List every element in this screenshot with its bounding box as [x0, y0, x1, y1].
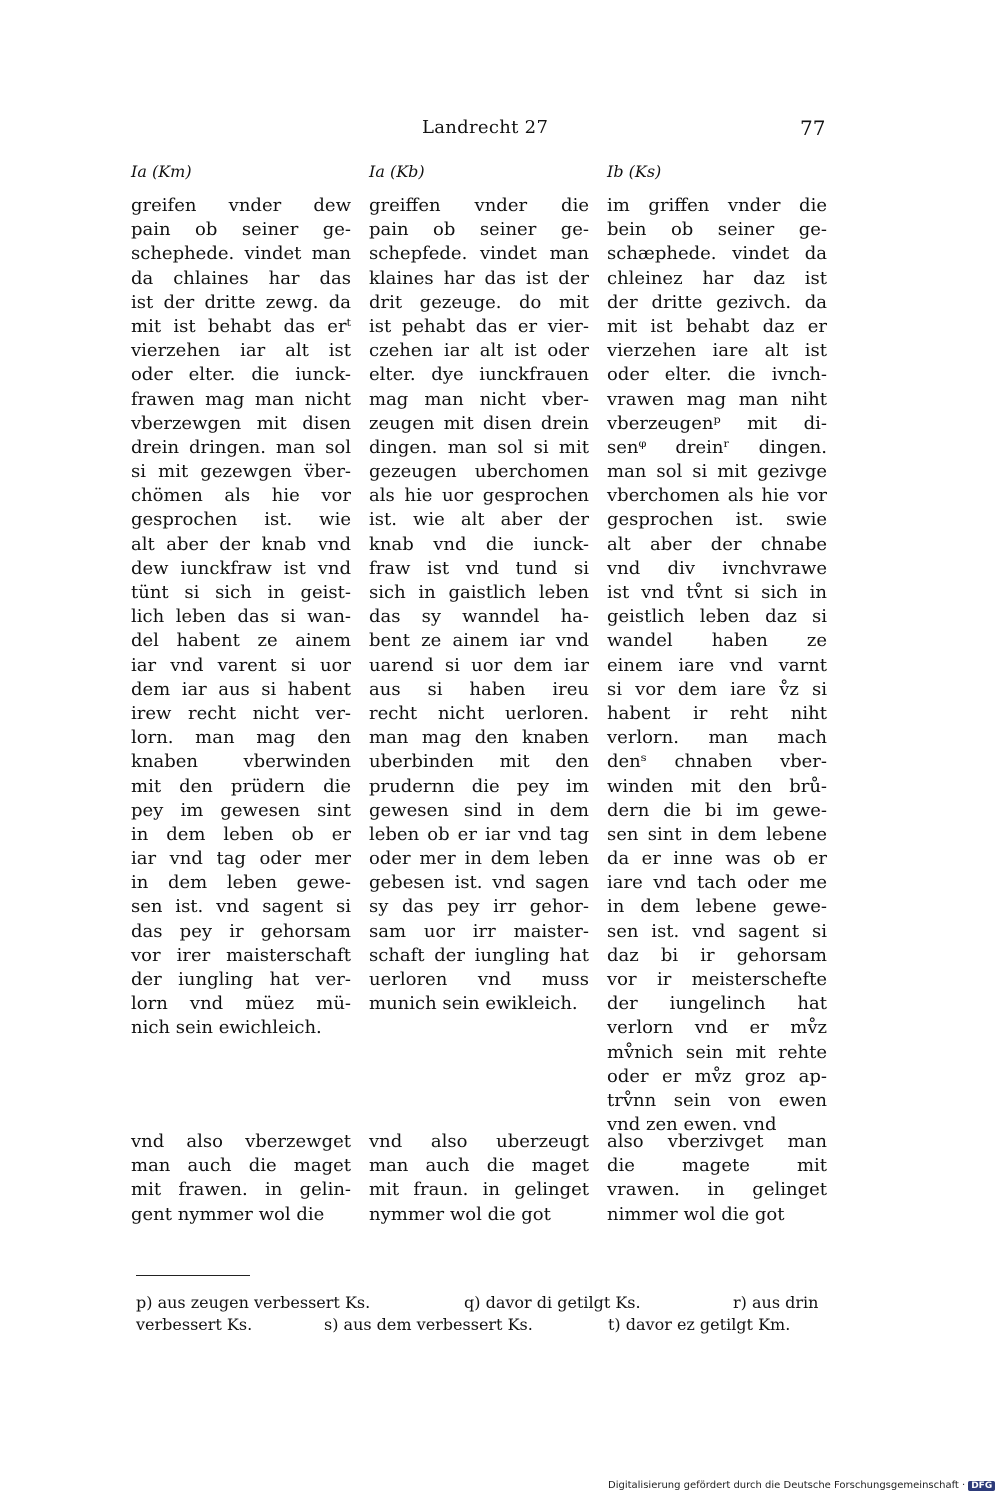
text-line: der iungling hat ver-	[131, 969, 351, 990]
text-line: ist. wie alt aber der	[369, 509, 589, 531]
text-line: verlorn. man mach	[607, 727, 827, 749]
text-line: uarend si uor dem iar	[369, 654, 589, 676]
column-kb-text	[369, 194, 589, 1016]
text-line: vnd zen ewen. vnd	[607, 1114, 777, 1136]
text-line: zeugen mit disen drein	[369, 412, 589, 434]
footnote-r-continued: verbessert Ks.	[136, 1315, 253, 1334]
text-line: man auch die maget	[131, 1155, 351, 1177]
text-line: klaines har das ist der	[369, 267, 589, 289]
text-line: in dem leben ob er	[131, 823, 351, 845]
text-line: pain ob seiner ge-	[131, 219, 351, 241]
text-line: nymmer wol die got	[369, 1203, 551, 1225]
text-line: si mit gezewgen v̈ber-	[131, 461, 351, 483]
footnote-q: q) davor di getilgt Ks.	[464, 1293, 641, 1312]
text-line: da chlaines har das	[131, 267, 351, 289]
text-line: mit fraun. in gelinget	[369, 1179, 589, 1201]
text-line: der iungelinch hat	[607, 993, 827, 1015]
text-line: schephede. vindet man	[131, 243, 351, 265]
text-line: mv̊nich sein mit rehte	[607, 1041, 827, 1063]
page-number: 77	[800, 116, 826, 140]
text-line: chleinez har daz ist	[607, 267, 827, 289]
text-line: oder mer in dem leben	[369, 848, 589, 870]
text-line: schæphede. vindet da	[607, 243, 827, 265]
text-line: mit ist behabt das erᵗ	[131, 315, 351, 337]
text-line: sen sint in dem lebene	[607, 823, 827, 845]
text-line: fraw ist vnd tund si	[369, 557, 589, 579]
text-line: vnd also vberzewget	[131, 1131, 351, 1152]
text-line: mit frawen. in gelin-	[131, 1179, 351, 1201]
text-line: del habent ze ainem	[131, 630, 351, 652]
text-line: denˢ chnaben vber-	[607, 751, 827, 773]
column-km-text-continued	[131, 1130, 351, 1227]
text-line: oder elter. die iunck-	[131, 364, 351, 386]
text-line: pain ob seiner ge-	[369, 219, 589, 241]
text-line: senᵠ dreinʳ dingen.	[607, 436, 827, 458]
text-line: die magete mit	[607, 1155, 827, 1177]
text-line: verlorn vnd er mv̊z	[607, 1017, 827, 1039]
text-line: das pey ir gehorsam	[131, 920, 351, 942]
text-line: lorn. man mag den	[131, 727, 351, 749]
text-line: oder er mv̊z groz ap-	[607, 1065, 827, 1087]
dfg-logo: DFG	[968, 1481, 995, 1491]
text-line: also vberzivget man	[607, 1131, 827, 1152]
text-line: nimmer wol die got	[607, 1203, 785, 1225]
text-line: knab vnd die iunck-	[369, 533, 589, 555]
text-line: frawen mag man nicht	[131, 388, 351, 410]
text-line: vrawen. in gelinget	[607, 1179, 827, 1201]
text-line: vnd div ivnchvrawe	[607, 557, 827, 579]
text-line: alt aber der chnabe	[607, 533, 827, 555]
running-title: Landrecht 27	[422, 117, 549, 138]
text-line: schepfede. vindet man	[369, 243, 589, 265]
text-line: sen ist. vnd sagent si	[607, 920, 827, 942]
text-line: greifen vnder dew	[131, 195, 351, 216]
text-line: czehen iar alt ist oder	[369, 340, 589, 362]
text-line: vberzeugenᵖ mit di-	[607, 412, 827, 434]
text-line: dingen. man sol si mit	[369, 436, 589, 458]
text-line: ist der dritte zewg. da	[131, 291, 351, 313]
text-line: mit ist behabt daz er	[607, 315, 827, 337]
text-line: leben ob er iar vnd tag	[369, 823, 589, 845]
text-line: ist pehabt das er vier-	[369, 315, 589, 337]
column-km-text	[131, 194, 351, 1041]
text-line: gezeugen uberchomen	[369, 461, 589, 483]
text-line: lich leben das si wan-	[131, 606, 351, 628]
text-line: uberbinden mit den	[369, 751, 589, 773]
column-label-km: Ia (Km)	[131, 162, 192, 181]
text-line: greiffen vnder die	[369, 195, 589, 216]
text-line: im griffen vnder die	[607, 195, 827, 216]
text-line: einem iare vnd varnt	[607, 654, 827, 676]
text-line: iar vnd tag oder mer	[131, 848, 351, 870]
text-line: recht nicht uerloren.	[369, 702, 589, 724]
footnote-s: s) aus dem verbessert Ks.	[324, 1315, 533, 1334]
text-line: knaben vberwinden	[131, 751, 351, 773]
text-line: iar vnd varent si uor	[131, 654, 351, 676]
text-line: wandel haben ze	[607, 630, 827, 652]
text-line: sich in gaistlich leben	[369, 582, 589, 603]
text-line: dern die bi im gewe-	[607, 799, 827, 821]
text-line: geistlich leben daz si	[607, 606, 827, 628]
text-line: sen ist. vnd sagent si	[131, 896, 351, 918]
text-line: nich sein ewichleich.	[131, 1017, 322, 1039]
text-line: vberzewgen mit disen	[131, 412, 351, 434]
text-line: der dritte gezivch. da	[607, 291, 827, 313]
text-line: dem iar aus si habent	[131, 678, 351, 700]
text-line: irew recht nicht ver-	[131, 702, 351, 724]
text-line: vierzehen iar alt ist	[131, 340, 351, 362]
text-line: trv̊nn sein von ewen	[607, 1089, 827, 1111]
text-line: sam uor irr maister-	[369, 920, 589, 942]
text-line: winden mit den brů-	[607, 775, 827, 797]
text-line: elter. dye iunckfrauen	[369, 364, 589, 386]
text-line: munich sein ewikleich.	[369, 993, 578, 1015]
text-line: schaft der iungling hat	[369, 944, 589, 966]
text-line: dew iunckfraw ist vnd	[131, 557, 351, 579]
text-line: man sol si mit gezivge	[607, 461, 827, 483]
text-line: das sy wanndel ha-	[369, 606, 589, 628]
footnote-line	[136, 1314, 836, 1336]
footnote-line	[136, 1292, 836, 1314]
text-line: in dem leben gewe-	[131, 872, 351, 894]
text-line: ist vnd tv̊nt si sich in	[607, 582, 827, 603]
text-line: habent ir reht niht	[607, 702, 827, 724]
text-line: tünt si sich in geist-	[131, 582, 351, 603]
text-line: gent nymmer wol die	[131, 1203, 325, 1225]
text-line: man mag den knaben	[369, 727, 589, 749]
text-line: oder elter. die ivnch-	[607, 364, 827, 386]
text-line: gebesen ist. vnd sagen	[369, 872, 589, 894]
text-line: mit den prüdern die	[131, 775, 351, 797]
footnote-r: r) aus drin	[733, 1293, 819, 1312]
text-line: drit gezeuge. do mit	[369, 291, 589, 313]
column-ks-text	[607, 194, 827, 1137]
text-line: chömen als hie vor	[131, 485, 351, 507]
text-line: da er inne was ob er	[607, 848, 827, 870]
text-line: vor ir meisterschefte	[607, 969, 827, 990]
text-line: aus si haben ireu	[369, 678, 589, 700]
column-ks-text-continued	[607, 1130, 827, 1227]
text-line: daz bi ir gehorsam	[607, 944, 827, 966]
text-line: iare vnd tach oder me	[607, 872, 827, 894]
text-line: vor irer maisterschaft	[131, 944, 351, 966]
text-line: gesprochen ist. swie	[607, 509, 827, 531]
text-line: bein ob seiner ge-	[607, 219, 827, 241]
digitization-credit	[608, 1480, 995, 1491]
text-line: man auch die maget	[369, 1155, 589, 1177]
text-line: mag man nicht vber-	[369, 388, 589, 410]
text-line: lorn vnd müez mü-	[131, 993, 351, 1015]
footnote-p: p) aus zeugen verbessert Ks.	[136, 1293, 371, 1312]
text-line: alt aber der knab vnd	[131, 533, 351, 555]
text-line: prudernn die pey im	[369, 775, 589, 797]
text-line: si vor dem iare v̊z si	[607, 678, 827, 700]
column-label-ks: Ib (Ks)	[607, 162, 662, 181]
text-line: uerloren vnd muss	[369, 969, 589, 990]
text-line: sy das pey irr gehor-	[369, 896, 589, 918]
footnote-t: t) davor ez getilgt Km.	[608, 1315, 791, 1334]
column-kb-text-continued	[369, 1130, 589, 1227]
footnote-divider	[136, 1275, 250, 1276]
text-line: vrawen mag man niht	[607, 388, 827, 410]
text-line: vberchomen als hie vor	[607, 485, 827, 507]
text-line: in dem lebene gewe-	[607, 896, 827, 918]
text-line: bent ze ainem iar vnd	[369, 630, 589, 652]
text-line: pey im gewesen sint	[131, 799, 351, 821]
text-line: vnd also uberzeugt	[369, 1131, 589, 1152]
text-line: gesprochen ist. wie	[131, 509, 351, 531]
text-line: drein dringen. man sol	[131, 436, 351, 458]
credit-text: Digitalisierung gefördert durch die Deutsche Forschungsgemeinschaft ·	[608, 1480, 966, 1491]
column-label-kb: Ia (Kb)	[369, 162, 425, 181]
footnotes	[136, 1292, 836, 1336]
text-line: als hie uor gesprochen	[369, 485, 589, 507]
text-line: vierzehen iare alt ist	[607, 340, 827, 362]
text-line: gewesen sind in dem	[369, 799, 589, 821]
